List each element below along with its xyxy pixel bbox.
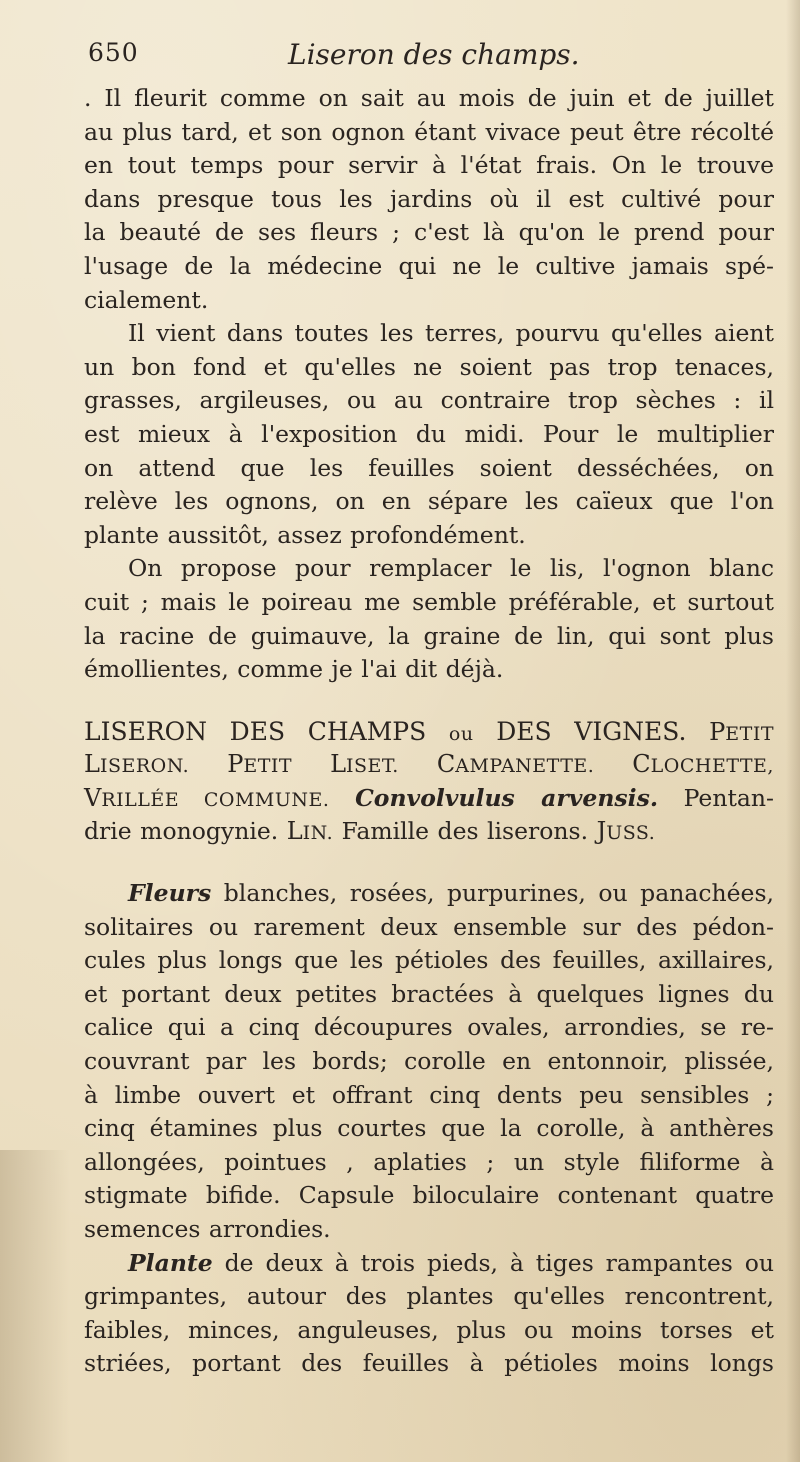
text-line: à limbe ouvert et offrant cinq dents peu sensibles ; — [84, 1080, 774, 1109]
section-gap — [84, 687, 774, 715]
text-line: Il vient dans toutes les terres, pourvu qu'elles aient — [128, 319, 774, 348]
text-line: la racine de guimauve, la graine de lin, qui sont plus — [84, 621, 774, 650]
latin-name-line — [84, 782, 774, 816]
entry-title-line — [84, 715, 774, 749]
text-line: émollientes, comme je l'ai dit déjà. — [84, 655, 504, 684]
paragraph-2 — [84, 317, 774, 552]
page-stain — [0, 1150, 70, 1462]
text-line: cinq étamines plus courtes que la corolle, à anthères — [84, 1114, 774, 1143]
jussieu-abbrev: JUSS. — [596, 817, 656, 846]
text-line: cuit ; mais le poireau me semble préférable, et surtout — [84, 587, 774, 616]
running-title: Liseron des champs. — [288, 38, 580, 71]
text-line: solitaires ou rarement deux ensemble sur des pédon- — [84, 912, 774, 941]
text-line: semences arrondies. — [84, 1215, 331, 1243]
text-line: l'usage de la médecine qui ne le cultive jamais spé- — [84, 251, 774, 280]
text-line: dans presque tous les jardins où il est cultivé pour — [84, 184, 774, 213]
text-line: cules plus longs que les pétioles des feuilles, axillaires, — [84, 946, 774, 975]
text-line: faibles, minces, anguleuses, plus ou moins torses et — [84, 1315, 774, 1344]
text-line: grimpantes, autour des plantes qu'elles rencontrent, — [84, 1282, 774, 1311]
entry-title-ou: ou — [448, 722, 474, 745]
classification-line: drie monogynie. LIN. Famille des liserons. JUSS. — [84, 817, 656, 846]
body-text — [84, 82, 774, 1381]
text-line: un bon fond et qu'elles ne soient pas trop tenaces, — [84, 352, 774, 381]
text-line: relève les ognons, on en sépare les caïeux que l'on — [84, 487, 774, 516]
entry-heading — [84, 715, 774, 849]
text-line: au plus tard, et son ognon étant vivace peut être récolté — [84, 117, 774, 146]
text-line: est mieux à l'exposition du midi. Pour le multiplier — [84, 419, 774, 448]
text-line: Fleurs blanches, rosées, purpurines, ou panachées, — [128, 879, 774, 908]
text-line: on attend que les feuilles soient desséchées, on — [84, 453, 774, 482]
synonym-liseron: LISERON. — [84, 750, 190, 779]
synonyms-line — [84, 748, 774, 782]
text-line: cialement. — [84, 285, 209, 314]
plante-label: Plante — [128, 1248, 213, 1277]
text-line: en tout temps pour servir à l'état frais. On le trouve — [84, 151, 774, 180]
fleurs-paragraph — [84, 877, 774, 1247]
text-line: plante aussitôt, assez profondément. — [84, 520, 526, 549]
paragraph-3 — [84, 552, 774, 686]
entry-title-rest: DES VIGNES. — [496, 716, 687, 746]
synonym-vrillee: VRILLÉE COMMUNE. — [84, 783, 330, 812]
entry-title: LISERON DES CHAMPS — [84, 716, 427, 746]
text-line: et portant deux petites bractées à quelques lignes du — [84, 979, 774, 1008]
text-line: Plante de deux à trois pieds, à tiges rampantes ou — [128, 1248, 774, 1277]
page-number: 650 — [88, 38, 139, 67]
text-line: calice qui a cinq découpures ovales, arrondies, se re- — [84, 1013, 774, 1042]
linnaeus-abbrev: LIN. — [286, 817, 334, 846]
text-line: couvrant par les bords; corolle en entonnoir, plissée, — [84, 1047, 774, 1076]
page-edge-shadow — [786, 0, 800, 1462]
fleurs-label: Fleurs — [128, 879, 212, 908]
text-line: grasses, argileuses, ou au contraire trop sèches : il — [84, 386, 774, 415]
synonym-petit: PETIT — [709, 717, 775, 746]
classification-start: Pentan- — [683, 783, 774, 812]
synonym-clochette: CLOCHETTE, — [632, 750, 774, 779]
synonym-campanette: CAMPANETTE. — [436, 750, 595, 779]
page-header — [88, 38, 728, 78]
section-gap — [84, 849, 774, 877]
text-line: . Il fleurit comme on sait au mois de juin et de juillet — [84, 84, 774, 112]
text-line: allongées, pointues , aplaties ; un style filiforme à — [84, 1147, 774, 1176]
plante-paragraph — [84, 1247, 774, 1381]
text-line: On propose pour remplacer le lis, l'ognon blanc — [128, 554, 774, 583]
text-line: la beauté de ses fleurs ; c'est là qu'on le prend pour — [84, 218, 774, 247]
text-line: striées, portant des feuilles à pétioles moins longs — [84, 1349, 774, 1378]
paragraph-1 — [84, 82, 774, 317]
latin-name: Convolvulus arvensis. — [355, 783, 659, 812]
synonym-petit-liset: PETIT LISET. — [227, 750, 399, 779]
text-line: stigmate bifide. Capsule biloculaire contenant quatre — [84, 1181, 774, 1210]
